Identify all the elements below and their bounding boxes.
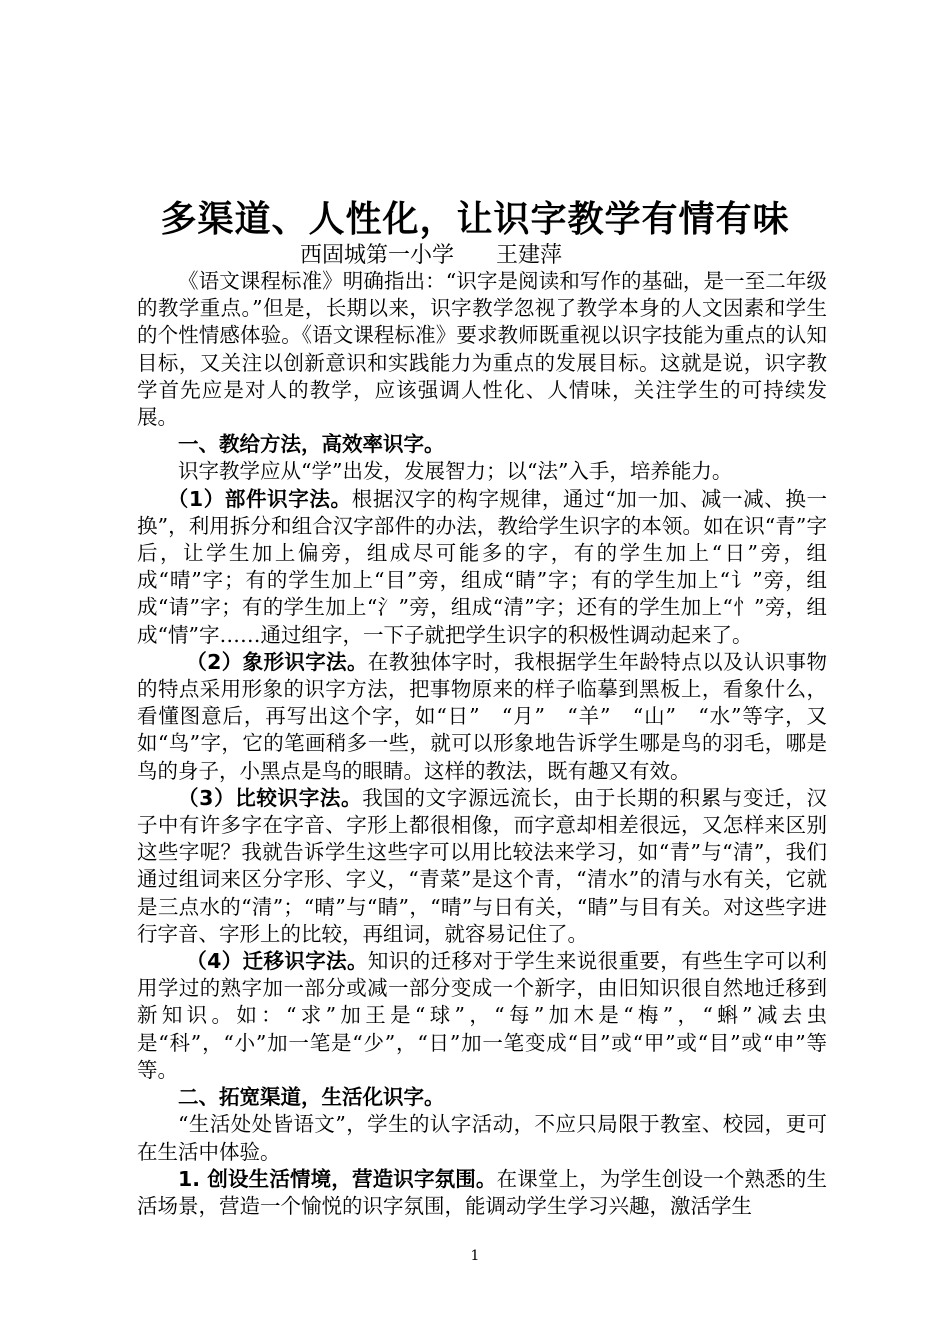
method-2-lead: （2）象形识字法。	[186, 649, 368, 674]
page-number: 1	[470, 1248, 480, 1264]
point-1-text: 在课堂上，为学生创设一个熟悉的生活场景，营造一个愉悦的识字氛围，能调动学生学习兴趣，激活学生	[137, 1166, 827, 1218]
intro-paragraph: 《语文课程标准》明确指出：“识字是阅读和写作的基础，是一至二年级的教学重点。”但是，长期以来，识字教学忽视了教学本身的人文因素和学生的个性情感体验。《语文课程标准》要求教师既重视以识字技能为重点的认知目标，又关注以创新意识和实践能力为重点的发展目标。这就是说，识字教学首先应是对人的教学，应该强调人性化、人情味，关注学生的可持续发展。	[137, 269, 827, 430]
method-4-text: 知识的迁移对于学生来说很重要，有些生字可以利用学过的熟字加一部分或减一部分变成一个新字，由旧知识很自然地迁移到新知识。如：“求”加王是“球”，“每”加木是“梅”，“蝌”减去虫是“科”，“小”加一笔是“少”，“日”加一笔变成“目”或“甲”或“目”或“申”等等。	[137, 949, 828, 1082]
method-paragraph-2	[137, 649, 827, 785]
point-paragraph-1	[137, 1166, 827, 1220]
article-body	[137, 268, 827, 1220]
method-3-lead: （3）比较识字法。	[178, 785, 363, 810]
method-paragraph-3	[137, 785, 827, 948]
section-2-intro: “生活处处皆语文”，学生的认字活动，不应只局限于教室、校园，更可在生活中体验。	[137, 1112, 827, 1164]
method-paragraph-4	[137, 948, 827, 1084]
section-heading-1: 一、教给方法，高效率识字。	[178, 432, 445, 457]
method-3-text: 我国的文字源远流长，由于长期的积累与变迁，汉子中有许多字在字音、字形上都很相像，而字意却相差很远，又怎样来区别这些字呢？我就告诉学生这些字可以用比较法来学习，如“青”与“清”，我们通过组词来区分字形、字义，“青菜”是这个青，“清水”的清与水有关，它就是三点水的“清”；“晴”与“睛”，“晴”与日有关，“睛”与目有关。对这些字进行字音、字形上的比较，再组词，就容易记住了。	[137, 785, 828, 946]
school-name: 西固城第一小学	[300, 243, 455, 268]
method-2-text: 在教独体字时，我根据学生年龄特点以及认识事物的特点采用形象的识字方法，把事物原来的样子临摹到黑板上，看象什么，看懂图意后，再写出这个字，如“日” “月” “羊” “山” “水”等字，又如“鸟”字，它的笔画稍多一些，就可以形象地告诉学生哪是鸟的羽毛，哪是鸟的身子，小黑点是鸟的眼睛。这样的教法，既有趣又有效。	[137, 649, 828, 783]
method-1-lead: （1）部件识字法。	[167, 486, 352, 511]
byline	[300, 242, 700, 270]
point-1-lead: 1. 创设生活情境，营造识字氛围。	[178, 1166, 497, 1191]
method-1-text: 根据汉字的构字规律，通过“加一加、减一减、换一换”，利用拆分和组合汉字部件的办法，教给学生识字的本领。如在识“青”字后，让学生加上偏旁，组成尽可能多的字，有的学生加上“日”旁，组成“晴”字；有的学生加上“目”旁，组成“睛”字；有的学生加上“讠”旁，组成“请”字；有的学生加上“氵”旁，组成“清”字；还有的学生加上“忄”旁，组成“情”字……通过组字，一下子就把学生识字的积极性调动起来了。	[137, 486, 828, 647]
section-1-intro: 识字教学应从“学”出发，发展智力；以“法”入手，培养能力。	[178, 459, 733, 484]
method-4-lead: （4）迁移识字法。	[186, 949, 368, 974]
article-title: 多渠道、人性化，让识字教学有情有味	[160, 199, 790, 240]
author-name: 王建萍	[495, 243, 562, 268]
method-paragraph-1	[137, 486, 827, 649]
section-heading-2: 二、拓宽渠道，生活化识字。	[178, 1085, 445, 1110]
